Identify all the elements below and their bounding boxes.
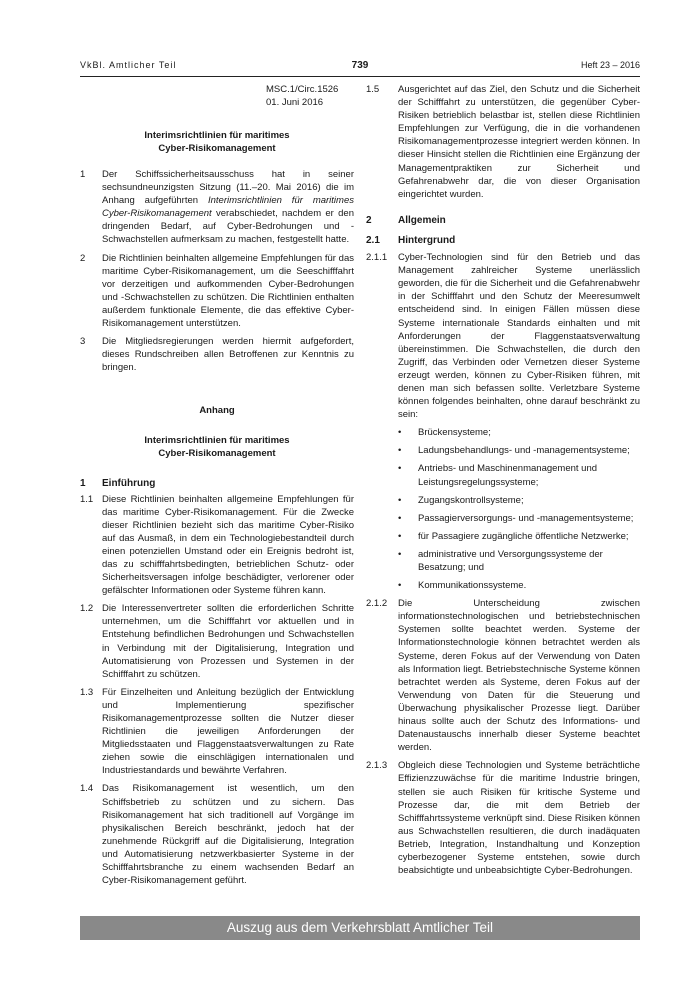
paragraph-1-5 [366,83,640,201]
list-item-text: für Passagiere zugängliche öffentliche Netzwerke; [418,530,629,542]
subsection-title: Hintergrund [398,234,456,246]
paragraph-number: 3 [80,336,86,348]
bullet-icon: • [398,445,402,457]
list-item [398,494,640,507]
page-number: 739 [351,60,369,71]
title-line-1: Interimsrichtlinien für maritimes [144,130,290,141]
title-line-2: Cyber-Risikomanagement [158,143,276,154]
section-title: Allgemein [398,214,446,226]
document-reference [80,83,354,109]
list-item-text: Passagierversorgungs- und -managementsysteme; [418,512,634,524]
subsection-number: 2.1 [366,234,380,246]
subsection-2-1-heading [366,234,640,247]
paragraph-2-1-1 [366,251,640,421]
intro-paragraph-3 [80,335,354,374]
section-2-heading [366,214,640,227]
paragraph-text: Ausgerichtet auf das Ziel, den Schutz und die Sicherheit der Schifffahrt zu unterstützen, die gegenüber Cyber-Risiken betrieblich belastbar ist, stellen diese Richtlinien Empfehlungen zur Verfügung, die in die vorhandenen Risikomanagementprozesse integriert werden können. In dieser Hinsicht stellen die Richtlinien eine Ergänzung der Managementpraktiken zur Sicherheit und Gefahrenabwehr dar, die von dieser Organisation eingerichtet wurden. [398,84,640,200]
paragraph-number: 2.1.2 [366,598,388,610]
bullet-icon: • [398,512,402,524]
section-number: 1 [80,478,86,490]
paragraph-1-1 [80,493,354,598]
paragraph-number: 2.1.3 [366,760,388,772]
right-column [366,83,640,882]
paragraph-text: Cyber-Technologien sind für den Betrieb und das Management zahlreicher Systeme unerlässlich geworden, die für die Sicherheit und die Gefahrenabwehr in der Schifffahrt und den Schutz der Meeresumwelt entscheidend sind. In einigen Fällen müssen diese Systeme internationale Standards einhalten und mit Anforderungen der Flaggenstaatsverwaltung übereinstimmen. Die Schwachstellen, die durch den Zugriff, das Verbinden oder Vernetzen dieser Systeme erzeugt werden, können zu Cyber-Risiken führen, mit denen man sich befassen sollte. Verletzbare Systeme können folgendes beinhalten, ohne darauf beschränkt zu sein: [398,252,640,421]
list-item-text: administrative und Versorgungssysteme der Besatzung; und [418,548,603,573]
section-title: Einführung [102,478,156,490]
running-header [80,60,640,76]
paragraph-text: Die Mitgliedsregierungen werden hiermit aufgefordert, dieses Rundschreiben allen Betroffenen zur Kenntnis zu bringen. [102,336,354,374]
paragraph-text: Die Unterscheidung zwischen informationstechnologischen und betriebstechnischen Systemen sollte beachtet werden. Systeme der Informationstechnologie können betrachtet werden als Systeme, deren Fokus auf der Verwendung von Daten als Information liegt. Betriebstechnische Systeme können betrachtet werden als Systeme, deren Fokus auf der Verwendung von Daten für die Steuerung und Überwachung physikalischer Prozesse liegt. Darüber hinaus sollte auch der Schutz des Informations- und Datenaustauschs innerhalb dieser Systeme beachtet werden. [398,598,640,754]
list-item-text: Kommunikationssysteme. [418,580,527,592]
annex-title-line-1: Interimsrichtlinien für maritimes [144,435,290,447]
paragraph-number: 2.1.1 [366,252,388,264]
section-1-heading [80,477,354,490]
paragraph-number: 1 [80,169,86,180]
bullet-icon: • [398,580,402,592]
list-item-text: Zugangskontrollsysteme; [418,494,524,506]
paragraph-text [102,168,354,247]
list-item [398,548,640,574]
intro-paragraph-1 [80,168,354,247]
list-item [398,579,640,592]
paragraph-number: 1.2 [80,603,94,615]
journal-name: VkBl. Amtlicher Teil [80,60,177,70]
list-item [398,444,640,457]
list-item-text: Brückensysteme; [418,427,491,439]
circular-date: 01. Juni 2016 [266,97,324,108]
vulnerable-systems-list [366,426,640,592]
paragraph-text: Das Risikomanagement ist wesentlich, um den Schiffsbetrieb zu schützen und zu sichern. Das Risikomanagement hat sich traditionell auf Vorgänge im physikalischen Bereich beschränkt, jedoch hat der zunehmende Rückgriff auf die Digitalisierung, Integration und Automatisierung netzwerkbasierter Systeme in der Schifffahrtsbranche zu einem wachsenden Bedarf an Cyber-Risikomanagement geführt. [102,783,354,887]
paragraph-text-part: Der Schiffssicherheitsausschuss hat in seiner sechsundneunzigsten Sitzung (11.–20. Mai 2016) die im Anhang aufgeführten [102,169,354,207]
paragraph-number: 1.3 [80,686,94,698]
paragraph-number: 2 [80,252,86,264]
list-item [398,512,640,525]
paragraph-1-4 [80,782,354,887]
left-column [80,83,354,892]
bullet-icon: • [398,530,402,542]
intro-paragraphs [80,168,354,374]
document-title [80,129,354,155]
annex-title-line-2: Cyber-Risikomanagement [158,448,276,460]
paragraph-text: Für Einzelheiten und Anleitung bezüglich der Entwicklung und Implementierung spezifischer Risikomanagementprozesse sollten die Nutzer dieser Richtlinien die jeweiligen Anforderungen der Mitgliedsstaaten und Flaggenstaatsverwaltungen zu Rate ziehen sowie die einschlägigen internationalen und Industriestandards und bewährte Verfahren. [102,686,354,777]
list-item [398,462,640,488]
paragraph-1-3 [80,686,354,778]
annex-title [80,434,354,460]
paragraph-text: Die Richtlinien beinhalten allgemeine Empfehlungen für das maritime Cyber-Risikomanagement, um die Seeschifffahrt vor derzeitigen und aufkommenden Cyber-Bedrohungen und -Schwachstellen zu schützen. Die Richtlinien enthalten außerdem funktionale Elemente, die das effektive Cyber-Risikomanagement unterstützen. [102,252,354,330]
paragraph-text: Die Interessenvertreter sollten die erforderlichen Schritte unternehmen, um die Schifffahrt vor aktuellen und in Entstehung befindlichen Bedrohungen und Schwachstellen in Verbindung mit der Digitalisierung, Integration und Automatisierung von Prozessen und Systemen in der Schifffahrt zu schützen. [102,603,354,680]
paragraph-number: 1.5 [366,84,380,95]
paragraph-text: Diese Richtlinien beinhalten allgemeine Empfehlungen für das maritime Cyber-Risikomanagement. Für die Zwecke dieser Richtlinien bezieht sich das maritime Cyber-Risiko auf das Ausmaß, in dem ein Technologiebestandteil durch einen potenziellen Umstand oder ein Ereignis bedroht ist, das zu schifffahrtsbedingten, betrieblichen Schutz- oder Sicherheitsversagen infolge beschädigter, verlorener oder gefälschter Informationen oder Systeme führen kann. [102,493,354,597]
bullet-icon: • [398,463,402,475]
intro-paragraph-2 [80,252,354,331]
list-item [398,426,640,439]
bullet-icon: • [398,548,402,560]
footer-banner: Auszug aus dem Verkehrsblatt Amtlicher Teil [80,916,640,940]
annex-label: Anhang [199,405,235,417]
paragraph-emphasis: Interimsrichtlinien für maritimes Cyber-Risikomanagement [102,195,354,220]
header-rule [80,76,640,77]
paragraph-2-1-2 [366,597,640,754]
paragraph-2-1-3 [366,759,640,877]
circular-number: MSC.1/Circ.1526 [266,84,339,95]
paragraph-number: 1.1 [80,493,94,505]
paragraph-text: Obgleich diese Technologien und Systeme beträchtliche Effizienzzuwächse für die maritime Industrie bringen, stellen sie auch Risiken für kritische Systeme und Prozesse dar, die mit dem Betrieb der Schifffahrtssysteme verknüpft sind. Diese Risiken können aus Schwachstellen resultieren, die durch inadäquaten Betrieb, Integration, Instandhaltung und Konzeption cyberbezogener Systeme entstehen, sowie durch beabsichtigte und unbeabsichtigte Cyber-Bedrohungen. [398,760,640,877]
bullet-icon: • [398,494,402,506]
list-item-text: Ladungsbehandlungs- und -managementsysteme; [418,445,630,457]
bullet-icon: • [398,427,402,439]
list-item-text: Antriebs- und Maschinenmanagement und Leistungsregelungssysteme; [418,463,598,488]
paragraph-1-2 [80,602,354,681]
paragraph-text-part: verabschiedet, nachdem er den dringenden Bedarf, auf Cyber-Bedrohungen und -Schwachstellen aufmerksam zu machen, festgestellt hatte. [102,208,354,246]
list-item [398,530,640,543]
issue-number: Heft 23 – 2016 [580,60,640,70]
paragraph-number: 1.4 [80,783,94,795]
section-number: 2 [366,214,372,226]
